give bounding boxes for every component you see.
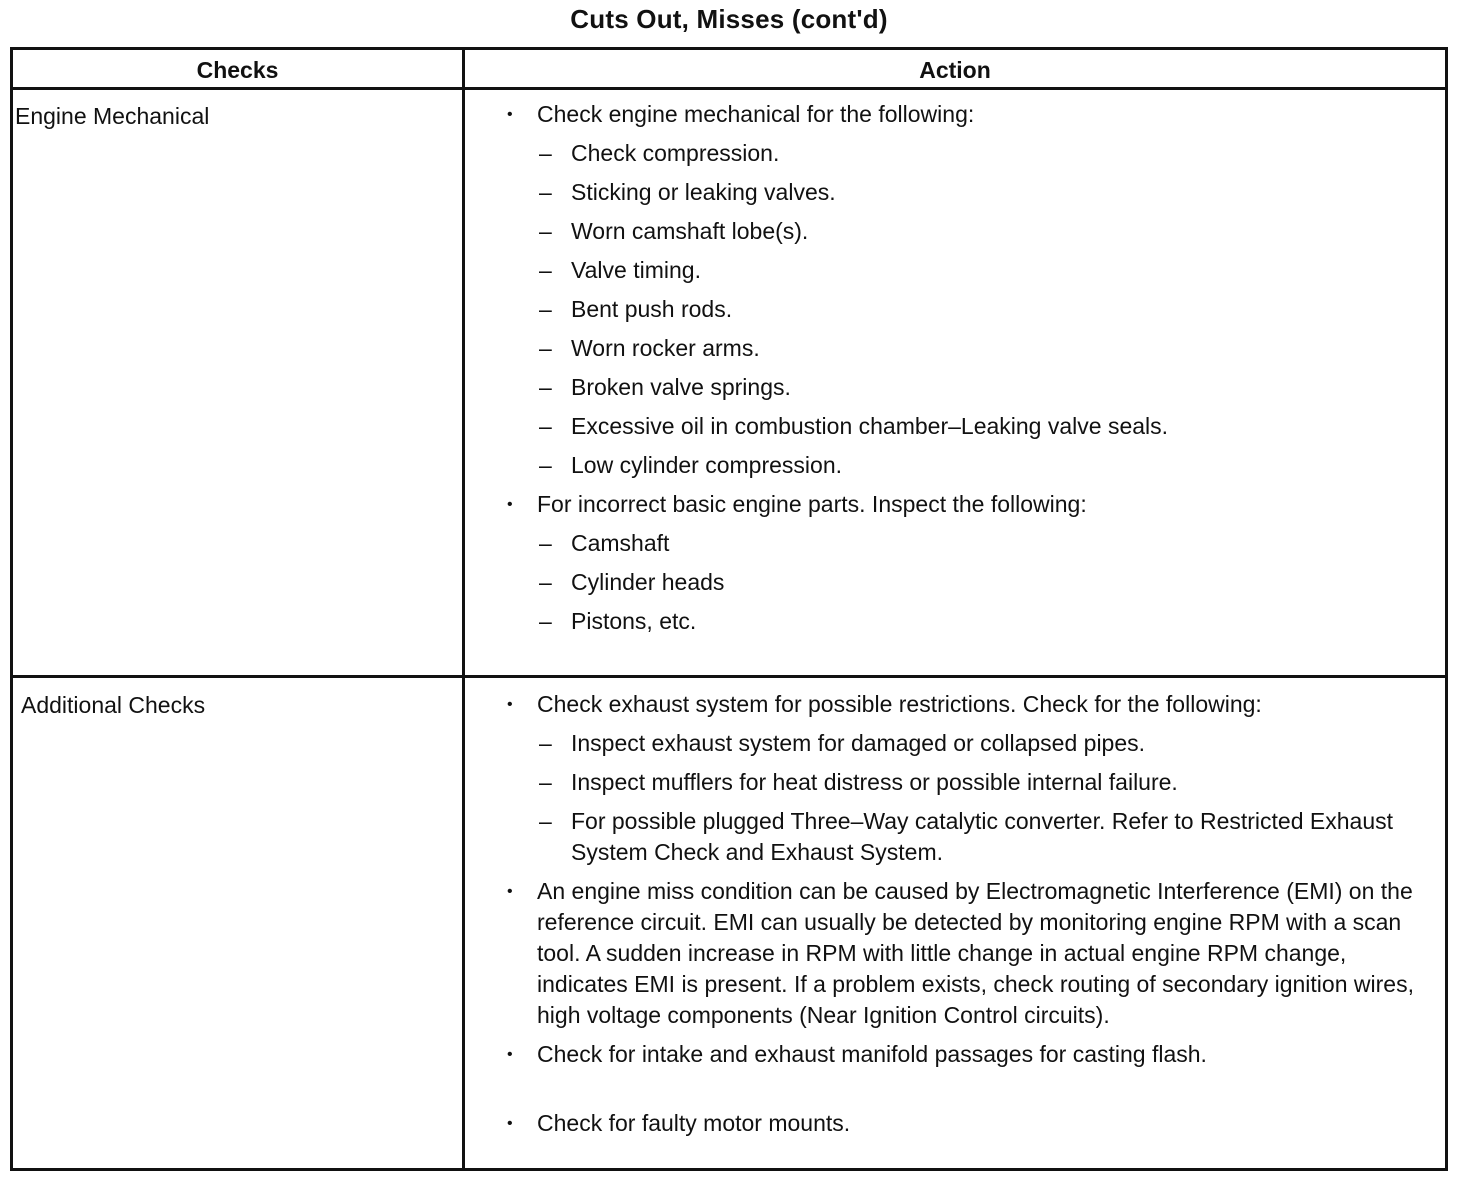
dash-icon: – <box>539 769 552 795</box>
dash-icon: – <box>539 257 552 283</box>
bullet-icon: • <box>507 696 513 713</box>
bullet-text: Check exhaust system for possible restrictions. Check for the following: <box>537 691 1262 717</box>
action-sub-item <box>493 294 1438 325</box>
dash-icon: – <box>539 530 552 556</box>
action-sub-item <box>493 528 1438 559</box>
sub-item-text: Low cylinder compression. <box>571 452 843 478</box>
action-sub-item <box>493 450 1438 481</box>
bullet-text: An engine miss condition can be caused by Electromagnetic Interference (EMI) on the reference circuit. EMI can usually be detected by monitoring engine RPM with a scan tool. A sudden increase in RPM with little change in actual engine RPM change, indicates EMI is present. If a problem exists, check routing of secondary ignition wires, high voltage components (Near Ignition Control circuits). <box>537 878 1414 1028</box>
header-checks: Checks <box>196 57 279 83</box>
action-sub-item <box>493 806 1438 868</box>
action-sub-item <box>493 333 1438 364</box>
sub-item-text: Bent push rods. <box>571 296 733 322</box>
action-bullet <box>493 1108 1438 1139</box>
dash-icon: – <box>539 218 552 244</box>
action-sub-item <box>493 138 1438 169</box>
bullet-icon: • <box>507 106 513 123</box>
action-sub-item <box>493 767 1438 798</box>
check-engine-mechanical: Engine Mechanical <box>15 103 210 129</box>
action-sub-item <box>493 567 1438 598</box>
bullet-text: Check engine mechanical for the following: <box>537 101 975 127</box>
sub-item-text: Worn camshaft lobe(s). <box>571 218 809 244</box>
page-title: Cuts Out, Misses (cont'd) <box>570 4 888 34</box>
column-divider <box>462 50 465 1168</box>
header-action: Action <box>919 57 991 83</box>
action-bullet <box>493 1039 1438 1070</box>
dash-icon: – <box>539 608 552 634</box>
action-sub-item <box>493 216 1438 247</box>
row-divider <box>13 675 1445 678</box>
sub-item-text: Camshaft <box>571 530 670 556</box>
action-bullet <box>493 99 1438 130</box>
bullet-icon: • <box>507 883 513 900</box>
sub-item-text: For possible plugged Three–Way catalytic converter. Refer to Restricted Exhaust System Check and Exhaust System. <box>571 808 1394 865</box>
bullet-text: Check for faulty motor mounts. <box>537 1110 851 1136</box>
checks-action-table <box>10 47 1448 1171</box>
action-sub-item <box>493 255 1438 286</box>
bullet-text: Check for intake and exhaust manifold passages for casting flash. <box>537 1041 1207 1067</box>
sub-item-text: Inspect exhaust system for damaged or collapsed pipes. <box>571 730 1146 756</box>
bullet-icon: • <box>507 1115 513 1132</box>
bullet-icon: • <box>507 496 513 513</box>
sub-item-text: Pistons, etc. <box>571 608 697 634</box>
action-bullet <box>493 489 1438 520</box>
action-bullet <box>493 689 1438 720</box>
check-additional-checks: Additional Checks <box>21 692 206 718</box>
action-engine-mechanical <box>493 99 1438 637</box>
dash-icon: – <box>539 374 552 400</box>
dash-icon: – <box>539 452 552 478</box>
dash-icon: – <box>539 730 552 756</box>
action-sub-item <box>493 177 1438 208</box>
sub-item-text: Worn rocker arms. <box>571 335 760 361</box>
bullet-text: For incorrect basic engine parts. Inspect the following: <box>537 491 1087 517</box>
dash-icon: – <box>539 413 552 439</box>
bullet-icon: • <box>507 1046 513 1063</box>
action-sub-item <box>493 728 1438 759</box>
action-bullet <box>493 876 1438 1031</box>
sub-item-text: Valve timing. <box>571 257 701 283</box>
action-sub-item <box>493 372 1438 403</box>
action-sub-item <box>493 411 1438 442</box>
sub-item-text: Broken valve springs. <box>571 374 791 400</box>
action-additional-checks <box>493 689 1438 1139</box>
sub-item-text: Cylinder heads <box>571 569 725 595</box>
dash-icon: – <box>539 808 552 834</box>
sub-item-text: Excessive oil in combustion chamber–Leaking valve seals. <box>571 413 1169 439</box>
sub-item-text: Sticking or leaking valves. <box>571 179 836 205</box>
dash-icon: – <box>539 569 552 595</box>
sub-item-text: Inspect mufflers for heat distress or possible internal failure. <box>571 769 1178 795</box>
dash-icon: – <box>539 296 552 322</box>
dash-icon: – <box>539 179 552 205</box>
sub-item-text: Check compression. <box>571 140 780 166</box>
dash-icon: – <box>539 140 552 166</box>
action-sub-item <box>493 606 1438 637</box>
dash-icon: – <box>539 335 552 361</box>
